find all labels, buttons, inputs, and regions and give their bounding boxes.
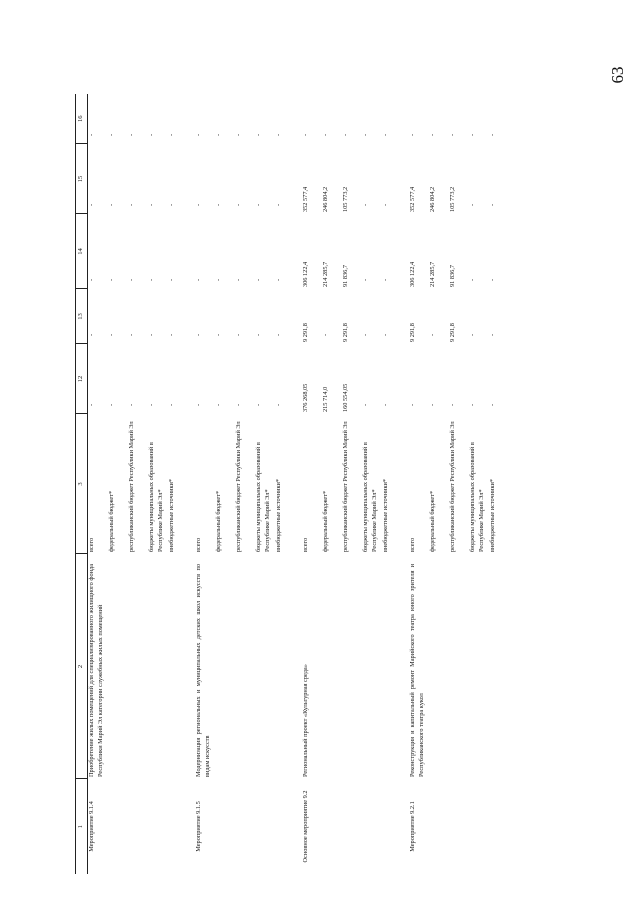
- header-col-1: 1: [75, 779, 87, 874]
- funding-table: [75, 94, 509, 874]
- funding-source: республиканский бюджет Республики Марий Эл: [234, 421, 242, 552]
- value-col-12: -: [254, 403, 262, 406]
- value-col-15: -: [361, 203, 369, 206]
- header-col-16: 16: [75, 94, 87, 144]
- value-col-15: -: [147, 203, 155, 206]
- value-col-12: -: [488, 403, 496, 406]
- value-col-12: -: [194, 403, 202, 406]
- funding-source: всего: [194, 537, 202, 552]
- header-row: [75, 94, 87, 874]
- value-col-16: -: [488, 133, 496, 136]
- value-col-13: 9 291,8: [341, 323, 349, 342]
- funding-source: республиканский бюджет Республики Марий Эл: [127, 421, 135, 552]
- value-col-14: 214 285,7: [321, 261, 329, 287]
- value-col-15: -: [234, 203, 242, 206]
- funding-source: бюджеты муниципальных образований в Республике Марий Эл*: [254, 442, 270, 552]
- value-col-16: -: [214, 133, 222, 136]
- value-col-13: 9 291,8: [301, 323, 309, 342]
- value-col-15: 352 577,4: [301, 186, 309, 212]
- funding-source: внебюджетные источники*: [381, 478, 389, 552]
- value-col-13: -: [107, 333, 115, 336]
- value-col-14: 306 122,4: [301, 261, 309, 287]
- value-col-12: -: [214, 403, 222, 406]
- value-col-16: -: [147, 133, 155, 136]
- value-col-15: 246 804,2: [321, 186, 329, 212]
- value-col-12: 215 714,0: [321, 386, 329, 412]
- value-col-13: -: [234, 333, 242, 336]
- value-col-15: -: [254, 203, 262, 206]
- value-col-13: -: [147, 333, 155, 336]
- value-col-14: -: [127, 278, 135, 281]
- value-col-14: 91 836,7: [448, 264, 456, 287]
- value-col-12: -: [361, 403, 369, 406]
- funding-source: внебюджетные источники*: [167, 478, 175, 552]
- value-col-14: -: [381, 278, 389, 281]
- value-col-16: -: [274, 133, 282, 136]
- value-col-16: -: [468, 133, 476, 136]
- value-col-14: -: [274, 278, 282, 281]
- value-col-13: -: [194, 333, 202, 336]
- rotated-page-content: [75, 94, 565, 874]
- funding-source: всего: [408, 537, 416, 552]
- value-col-16: -: [87, 133, 95, 136]
- value-col-16: -: [361, 133, 369, 136]
- activity-code: Мероприятие 9.1.5: [194, 801, 202, 852]
- value-col-14: 306 122,4: [408, 261, 416, 287]
- value-col-15: -: [274, 203, 282, 206]
- value-col-13: -: [167, 333, 175, 336]
- funding-source: федеральный бюджет*: [428, 490, 436, 552]
- table-body: [87, 94, 509, 874]
- funding-source: республиканский бюджет Республики Марий Эл: [341, 421, 349, 552]
- value-col-12: 376 268,05: [301, 383, 309, 412]
- activity-code: Основное мероприятие 9.2: [301, 790, 309, 863]
- activity-code: Мероприятие 9.2.1: [408, 801, 416, 852]
- value-col-16: -: [167, 133, 175, 136]
- value-col-15: -: [488, 203, 496, 206]
- funding-source: республиканский бюджет Республики Марий Эл: [448, 421, 456, 552]
- value-col-14: -: [214, 278, 222, 281]
- header-col-14: 14: [75, 214, 87, 289]
- header-col-13: 13: [75, 289, 87, 344]
- value-col-13: -: [381, 333, 389, 336]
- value-col-16: -: [301, 133, 309, 136]
- funding-source: бюджеты муниципальных образований в Республике Марий Эл*: [147, 442, 163, 552]
- table-row: [87, 94, 108, 874]
- value-col-15: 246 804,2: [428, 186, 436, 212]
- value-col-12: -: [468, 403, 476, 406]
- value-col-12: -: [274, 403, 282, 406]
- funding-source: всего: [301, 537, 309, 552]
- value-col-16: -: [381, 133, 389, 136]
- activity-name: Реконструкция и капитальный ремонт Марийского театра юного зрителя и Республиканского театра кукол: [408, 564, 424, 777]
- value-col-12: -: [167, 403, 175, 406]
- value-col-12: -: [127, 403, 135, 406]
- value-col-12: 160 554,05: [341, 383, 349, 412]
- value-col-16: -: [321, 133, 329, 136]
- table-row: [402, 94, 429, 874]
- value-col-13: -: [254, 333, 262, 336]
- value-col-13: -: [127, 333, 135, 336]
- funding-source: федеральный бюджет*: [321, 490, 329, 552]
- value-col-13: 9 291,8: [408, 323, 416, 342]
- value-col-16: -: [428, 133, 436, 136]
- activity-name: Модернизация региональных и муниципальных детских школ искусств по видам искусств: [194, 564, 210, 777]
- value-col-13: -: [214, 333, 222, 336]
- value-col-14: 214 285,7: [428, 261, 436, 287]
- value-col-16: -: [448, 133, 456, 136]
- value-col-13: -: [87, 333, 95, 336]
- table-row: [188, 94, 215, 874]
- value-col-12: -: [408, 403, 416, 406]
- value-col-16: -: [254, 133, 262, 136]
- value-col-15: 105 773,2: [341, 186, 349, 212]
- value-col-12: -: [448, 403, 456, 406]
- funding-source: бюджеты муниципальных образований в Республике Марий Эл*: [361, 442, 377, 552]
- value-col-15: -: [381, 203, 389, 206]
- value-col-13: -: [488, 333, 496, 336]
- funding-source: внебюджетные источники*: [488, 478, 496, 552]
- value-col-12: -: [234, 403, 242, 406]
- header-col-2: 2: [75, 554, 87, 779]
- table-row: [295, 94, 322, 874]
- value-col-13: -: [468, 333, 476, 336]
- value-col-14: -: [167, 278, 175, 281]
- value-col-16: -: [194, 133, 202, 136]
- value-col-12: -: [428, 403, 436, 406]
- value-col-15: -: [107, 203, 115, 206]
- value-col-16: -: [127, 133, 135, 136]
- value-col-16: -: [107, 133, 115, 136]
- value-col-13: 9 291,8: [448, 323, 456, 342]
- value-col-16: -: [341, 133, 349, 136]
- value-col-14: -: [107, 278, 115, 281]
- value-col-15: 352 577,4: [408, 186, 416, 212]
- value-col-12: -: [87, 403, 95, 406]
- value-col-14: -: [87, 278, 95, 281]
- header-col-15: 15: [75, 144, 87, 214]
- value-col-15: -: [87, 203, 95, 206]
- value-col-12: -: [107, 403, 115, 406]
- funding-source: федеральный бюджет*: [214, 490, 222, 552]
- funding-source: внебюджетные источники*: [274, 478, 282, 552]
- value-col-15: -: [127, 203, 135, 206]
- value-col-14: -: [468, 278, 476, 281]
- value-col-12: -: [147, 403, 155, 406]
- value-col-13: -: [361, 333, 369, 336]
- value-col-15: -: [194, 203, 202, 206]
- header-col-3: 3: [75, 414, 87, 554]
- activity-name: Приобретение жилых помещений для специализированного жилищного фонда Республики Марий Эл категории служебных жилых помещений: [87, 564, 103, 777]
- value-col-15: -: [214, 203, 222, 206]
- page-number: 63: [608, 66, 627, 84]
- funding-source: бюджеты муниципальных образований в Республике Марий Эл*: [468, 442, 484, 552]
- value-col-13: -: [274, 333, 282, 336]
- value-col-13: -: [321, 333, 329, 336]
- activity-code: Мероприятие 9.1.4: [87, 801, 95, 852]
- funding-source: федеральный бюджет*: [107, 490, 115, 552]
- value-col-14: 91 836,7: [341, 264, 349, 287]
- value-col-15: -: [468, 203, 476, 206]
- header-col-12: 12: [75, 344, 87, 414]
- value-col-14: -: [194, 278, 202, 281]
- value-col-13: -: [428, 333, 436, 336]
- value-col-14: -: [361, 278, 369, 281]
- value-col-14: -: [147, 278, 155, 281]
- value-col-15: 105 773,2: [448, 186, 456, 212]
- value-col-14: -: [254, 278, 262, 281]
- value-col-12: -: [381, 403, 389, 406]
- activity-name: Региональный проект «Культурная среда»: [301, 664, 309, 777]
- value-col-14: -: [234, 278, 242, 281]
- value-col-14: -: [488, 278, 496, 281]
- funding-source: всего: [87, 537, 95, 552]
- value-col-16: -: [408, 133, 416, 136]
- value-col-15: -: [167, 203, 175, 206]
- value-col-16: -: [234, 133, 242, 136]
